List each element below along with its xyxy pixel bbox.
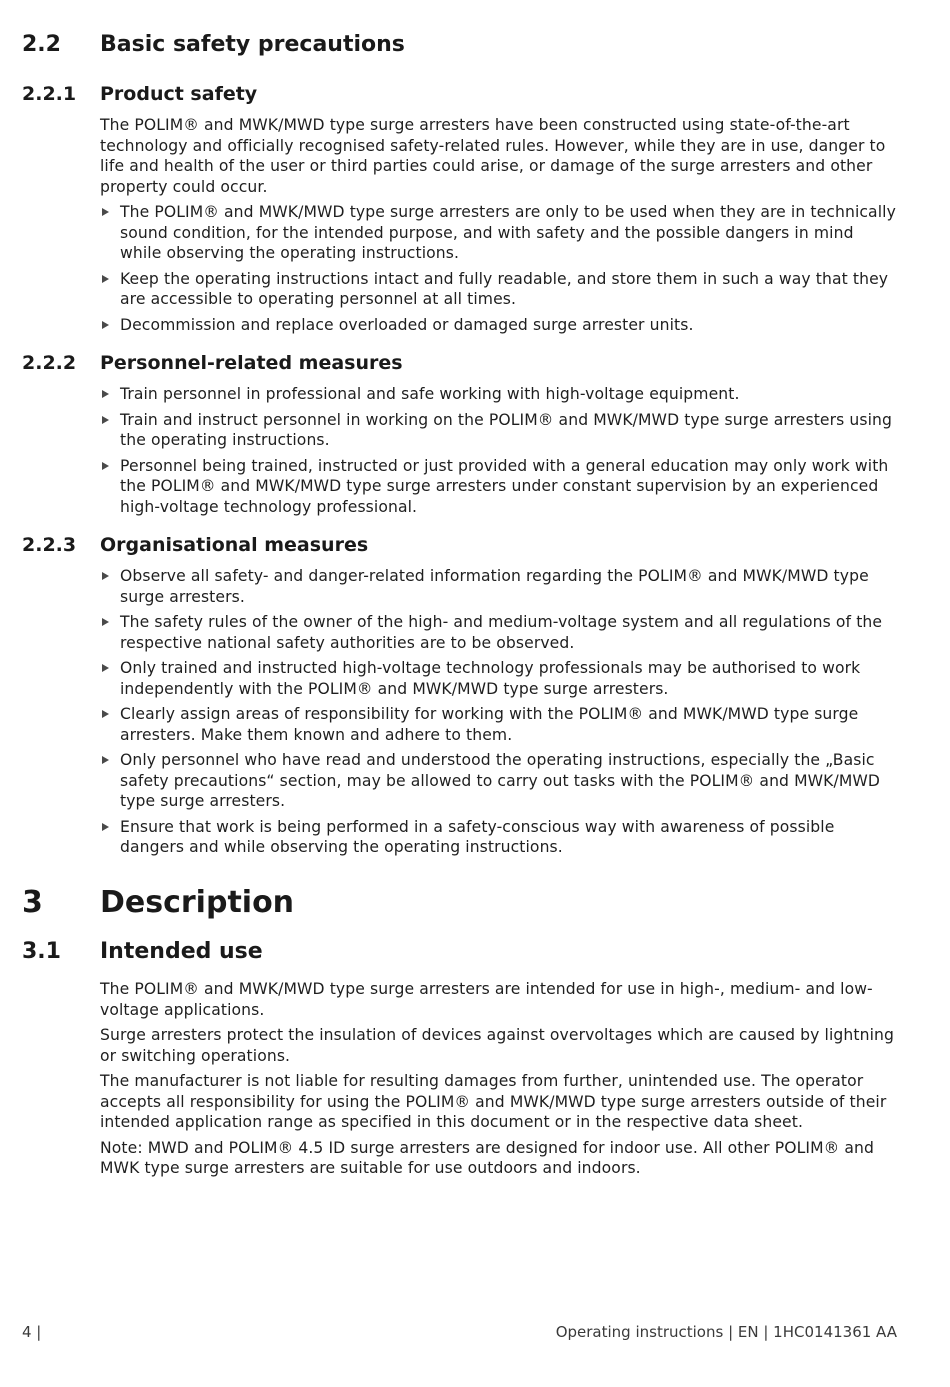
list-item-text: Personnel being trained, instructed or just provided with a general education may only work with the POLIM® and MWK/MWD type surge arresters under constant supervision by an experienced high-voltage technology professional. bbox=[120, 456, 889, 516]
triangle-right-icon bbox=[102, 208, 109, 216]
list-item-text: Train personnel in professional and safe working with high-voltage equipment. bbox=[120, 385, 740, 403]
list-item bbox=[100, 202, 900, 264]
product-safety-body bbox=[100, 115, 900, 340]
list-item bbox=[100, 384, 900, 405]
bullet-list bbox=[100, 384, 900, 517]
triangle-right-icon bbox=[102, 823, 109, 831]
section-number: 3.1 bbox=[22, 939, 61, 964]
list-item-text: Clearly assign areas of responsibility for working with the POLIM® and MWK/MWD type surge arresters. Make them known and adhere to them. bbox=[120, 705, 859, 744]
bullet-list bbox=[100, 202, 900, 335]
triangle-right-icon bbox=[102, 618, 109, 626]
triangle-right-icon bbox=[102, 462, 109, 470]
chapter-title: Description bbox=[100, 885, 295, 920]
list-item-text: Observe all safety- and danger-related information regarding the POLIM® and MWK/MWD type surge arresters. bbox=[120, 567, 869, 606]
list-item bbox=[100, 658, 900, 699]
list-item-text: Keep the operating instructions intact and fully readable, and store them in such a way that they are accessible to operating personnel at all times. bbox=[120, 269, 889, 308]
section-number: 2.2.2 bbox=[22, 352, 77, 374]
paragraph: The POLIM® and MWK/MWD type surge arresters are intended for use in high-, medium- and low-voltage applications. bbox=[100, 980, 873, 1019]
organisational-measures-body bbox=[100, 566, 900, 863]
section-title: Personnel-related measures bbox=[100, 352, 403, 374]
list-item bbox=[100, 456, 900, 518]
triangle-right-icon bbox=[102, 664, 109, 672]
section-title: Basic safety precautions bbox=[100, 32, 405, 57]
list-item bbox=[100, 566, 900, 607]
list-item-text: The safety rules of the owner of the high- and medium-voltage system and all regulations of the respective national safety authorities are to be observed. bbox=[120, 613, 883, 652]
triangle-right-icon bbox=[102, 416, 109, 424]
list-item-text: Train and instruct personnel in working on the POLIM® and MWK/MWD type surge arresters using the operating instructions. bbox=[120, 410, 893, 449]
triangle-right-icon bbox=[102, 572, 109, 580]
personnel-measures-body bbox=[100, 384, 900, 522]
paragraph: The POLIM® and MWK/MWD type surge arresters have been constructed using state-of-the-art technology and officially recognised safety-related rules. However, while they are in use, danger to life and health of the user or third parties could arise, or damage of the surge arresters and other property could occur. bbox=[100, 116, 886, 196]
paragraph: Note: MWD and POLIM® 4.5 ID surge arresters are designed for indoor use. All other POLIM® and MWK type surge arresters are suitable for use outdoors and indoors. bbox=[100, 1138, 875, 1177]
triangle-right-icon bbox=[102, 275, 109, 283]
list-item bbox=[100, 704, 900, 745]
list-item-text: Decommission and replace overloaded or damaged surge arrester units. bbox=[120, 315, 694, 334]
bullet-list bbox=[100, 566, 900, 858]
list-item bbox=[100, 315, 900, 336]
list-item bbox=[100, 410, 900, 451]
triangle-right-icon bbox=[102, 390, 109, 398]
section-title: Intended use bbox=[100, 939, 263, 964]
section-number: 2.2.3 bbox=[22, 534, 77, 556]
list-item-text: Only personnel who have read and understood the operating instructions, especially the „Basic safety precautions“ section, may be allowed to carry out tasks with the POLIM® and MWK/MWD type surge arresters. bbox=[120, 751, 881, 810]
paragraph: The manufacturer is not liable for resulting damages from further, unintended use. The operator accepts all responsibility for using the POLIM® and MWK/MWD type surge arresters outside of their intended application range as specified in this document or in the respective data sheet. bbox=[100, 1072, 887, 1131]
triangle-right-icon bbox=[102, 756, 109, 764]
section-title: Organisational measures bbox=[100, 534, 369, 556]
section-title: Product safety bbox=[100, 83, 258, 105]
section-number: 2.2 bbox=[22, 32, 61, 57]
list-item-text: Ensure that work is being performed in a safety-conscious way with awareness of possible dangers and while observing the operating instructions. bbox=[120, 817, 835, 856]
section-number: 2.2.1 bbox=[22, 83, 77, 105]
triangle-right-icon bbox=[102, 710, 109, 718]
list-item bbox=[100, 612, 900, 653]
list-item-text: The POLIM® and MWK/MWD type surge arresters are only to be used when they are in technically sound condition, for the intended purpose, and with safety and the possible dangers in mind while observing the operating instructions. bbox=[120, 203, 896, 262]
list-item bbox=[100, 750, 900, 812]
list-item-text: Only trained and instructed high-voltage technology professionals may be authorised to work independently with the POLIM® and MWK/MWD type surge arresters. bbox=[120, 659, 861, 698]
paragraph: Surge arresters protect the insulation of devices against overvoltages which are caused by lightning or switching operations. bbox=[100, 1026, 895, 1065]
intended-use-body bbox=[100, 979, 900, 1184]
list-item bbox=[100, 817, 900, 858]
document-reference: Operating instructions | EN | 1HC0141361 AA bbox=[555, 1323, 897, 1341]
page-number: 4 | bbox=[22, 1323, 42, 1341]
triangle-right-icon bbox=[102, 321, 109, 329]
chapter-number: 3 bbox=[22, 885, 43, 920]
list-item bbox=[100, 269, 900, 310]
